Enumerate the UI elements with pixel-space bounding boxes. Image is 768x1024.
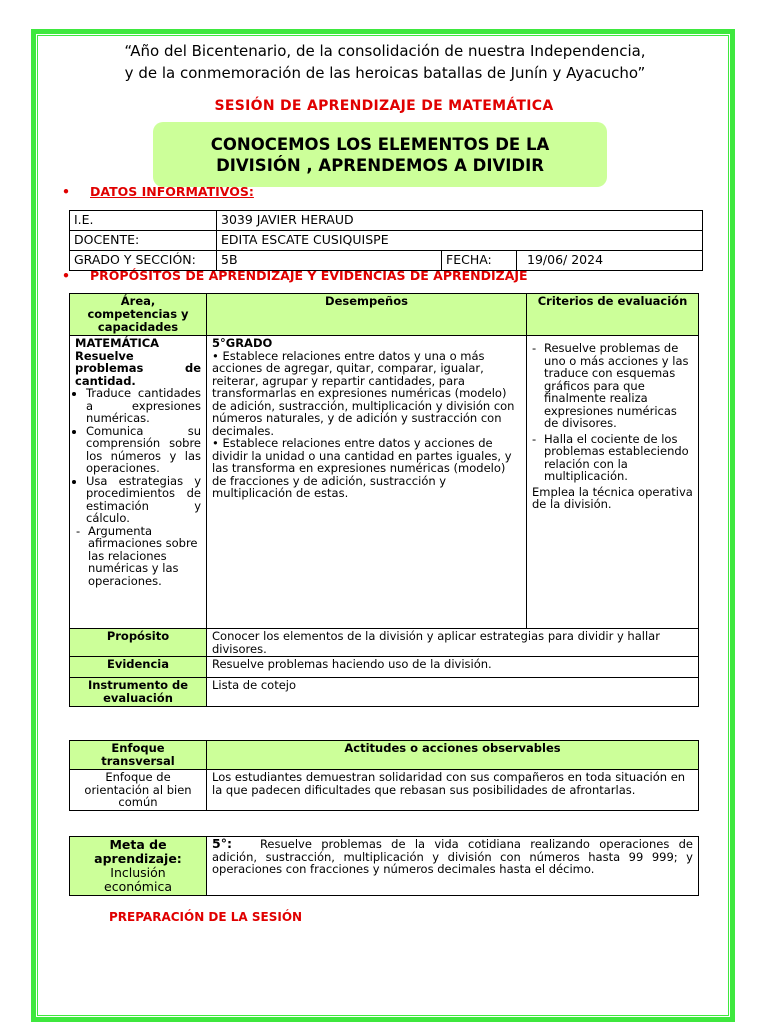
info-table [69, 210, 703, 271]
header-area: Área, competencias y capacidades [70, 294, 207, 336]
competencia: Resuelve problemas de cantidad. [75, 348, 201, 388]
area-title: MATEMÁTICA [75, 336, 160, 350]
meta-grade: 5°: [212, 836, 232, 851]
session-title: SESIÓN DE APRENDIZAJE DE MATEMÁTICA [214, 98, 554, 114]
criterios-cell [527, 336, 699, 629]
instrumento-value: Lista de cotejo [207, 678, 699, 707]
capacidad-dash: - [76, 523, 81, 538]
meta-sublabel: Inclusión económica [104, 865, 172, 894]
fecha-value: 19/06/ 2024 [517, 251, 703, 271]
header-criterios: Criterios de evaluación [527, 294, 699, 336]
topic-line-2: DIVISIÓN , APRENDEMOS A DIVIDIR [216, 155, 544, 175]
docente-value: EDITA ESCATE CUSIQUISPE [217, 231, 703, 251]
motto [60, 40, 710, 84]
docente-label: DOCENTE: [70, 231, 217, 251]
criterio-dash: - [532, 341, 537, 355]
desempeno-2: • Establece relaciones entre datos y acciones de dividir la unidad o una cantidad en partes iguales, y las transforma en expresiones numéricas (modelo) de fracciones y de adición, sustracción y multiplicación de estas. [212, 436, 512, 500]
topic-line-1: CONOCEMOS LOS ELEMENTOS DE LA [210, 134, 550, 154]
header-desempenos: Desempeños [207, 294, 527, 336]
capacidad-item: • Usa estrategias y procedimientos de estimación y cálculo. [86, 475, 201, 525]
enfoque-table [69, 740, 699, 811]
meta-text: Resuelve problemas de la vida cotidiana realizando operaciones de adición, sustracción, multiplicación y división con números hasta 99 999; y operaciones con fracciones y números decimales hasta el décimo. [212, 837, 693, 876]
bullet: • [62, 268, 70, 283]
meta-text-cell [207, 837, 699, 896]
motto-line-1: “Año del Bicentenario, de la consolidación de nuestra Independencia, [124, 42, 646, 60]
enfoque-value: Enfoque de orientación al bien común [70, 770, 207, 811]
grado-value: 5B [217, 251, 442, 271]
capacidad-last [75, 525, 201, 588]
capacidades-list [75, 387, 201, 525]
capacidad-item: • Comunica su comprensión sobre los números y las operaciones. [86, 425, 201, 475]
instrumento-label: Instrumento de evaluación [70, 678, 207, 707]
section-propositos-label: PROPÓSITOS DE APRENDIZAJE Y EVIDENCIAS DE APRENDIZAJE [90, 268, 528, 283]
section-propositos [62, 268, 528, 283]
proposito-label: Propósito [70, 629, 207, 657]
criterio-extra: Emplea la técnica operativa de la división. [532, 484, 693, 511]
meta-label-cell [70, 837, 207, 896]
ie-label: I.E. [70, 211, 217, 231]
criterio-item [532, 433, 693, 483]
evidencia-value: Resuelve problemas haciendo uso de la división. [207, 657, 699, 678]
purposes-table [69, 293, 699, 707]
capacidad-last-text: Argumenta afirmaciones sobre las relaciones numéricas y las operaciones. [88, 523, 198, 588]
section-datos-label: DATOS INFORMATIVOS: [90, 184, 254, 199]
topic-box [153, 122, 607, 187]
enfoque-header-right: Actitudes o acciones observables [207, 741, 699, 770]
proposito-value: Conocer los elementos de la división y aplicar estrategias para dividir y hallar divisores. [207, 629, 699, 657]
criterio-text: Halla el cociente de los problemas estableciendo relación con la multiplicación. [544, 431, 689, 483]
grado-label: GRADO Y SECCIÓN: [70, 251, 217, 271]
topic-title [211, 134, 549, 176]
actitud-value: Los estudiantes demuestran solidaridad con sus compañeros en toda situación en la que padecen dificultades que rebasan sus posibilidades de afrontarlas. [207, 770, 699, 811]
meta-label: Meta de aprendizaje: [94, 837, 182, 866]
criterio-item [532, 342, 693, 430]
enfoque-header-left: Enfoque transversal [70, 741, 207, 770]
meta-table [69, 836, 699, 896]
fecha-label: FECHA: [442, 251, 517, 271]
criterio-dash: - [532, 431, 537, 446]
motto-line-2: y de la conmemoración de las heroicas batallas de Junín y Ayacucho” [124, 64, 646, 82]
evidencia-label: Evidencia [70, 657, 207, 678]
criterio-text: Resuelve problemas de uno o más acciones y las traduce con esquemas gráficos para que finalmente realiza expresiones numéricas de divisores. [544, 341, 689, 430]
section-preparacion: PREPARACIÓN DE LA SESIÓN [109, 910, 303, 924]
grado-label: 5°GRADO [212, 336, 273, 350]
section-datos [62, 184, 254, 199]
area-cell [70, 336, 207, 629]
desempenos-cell [207, 336, 527, 629]
ie-value: 3039 JAVIER HERAUD [217, 211, 703, 231]
capacidad-item: • Traduce cantidades a expresiones numéricas. [86, 387, 201, 425]
desempeno-1: • Establece relaciones entre datos y una o más acciones de agregar, quitar, comparar, igualar, reiterar, agrupar y repartir cantidades, para transformarlas en expresiones numéricas (modelo) de adición, sustracción, multiplicación y división con números naturales, y de adición y sustracción con decimales. [212, 348, 515, 438]
bullet: • [62, 184, 70, 199]
